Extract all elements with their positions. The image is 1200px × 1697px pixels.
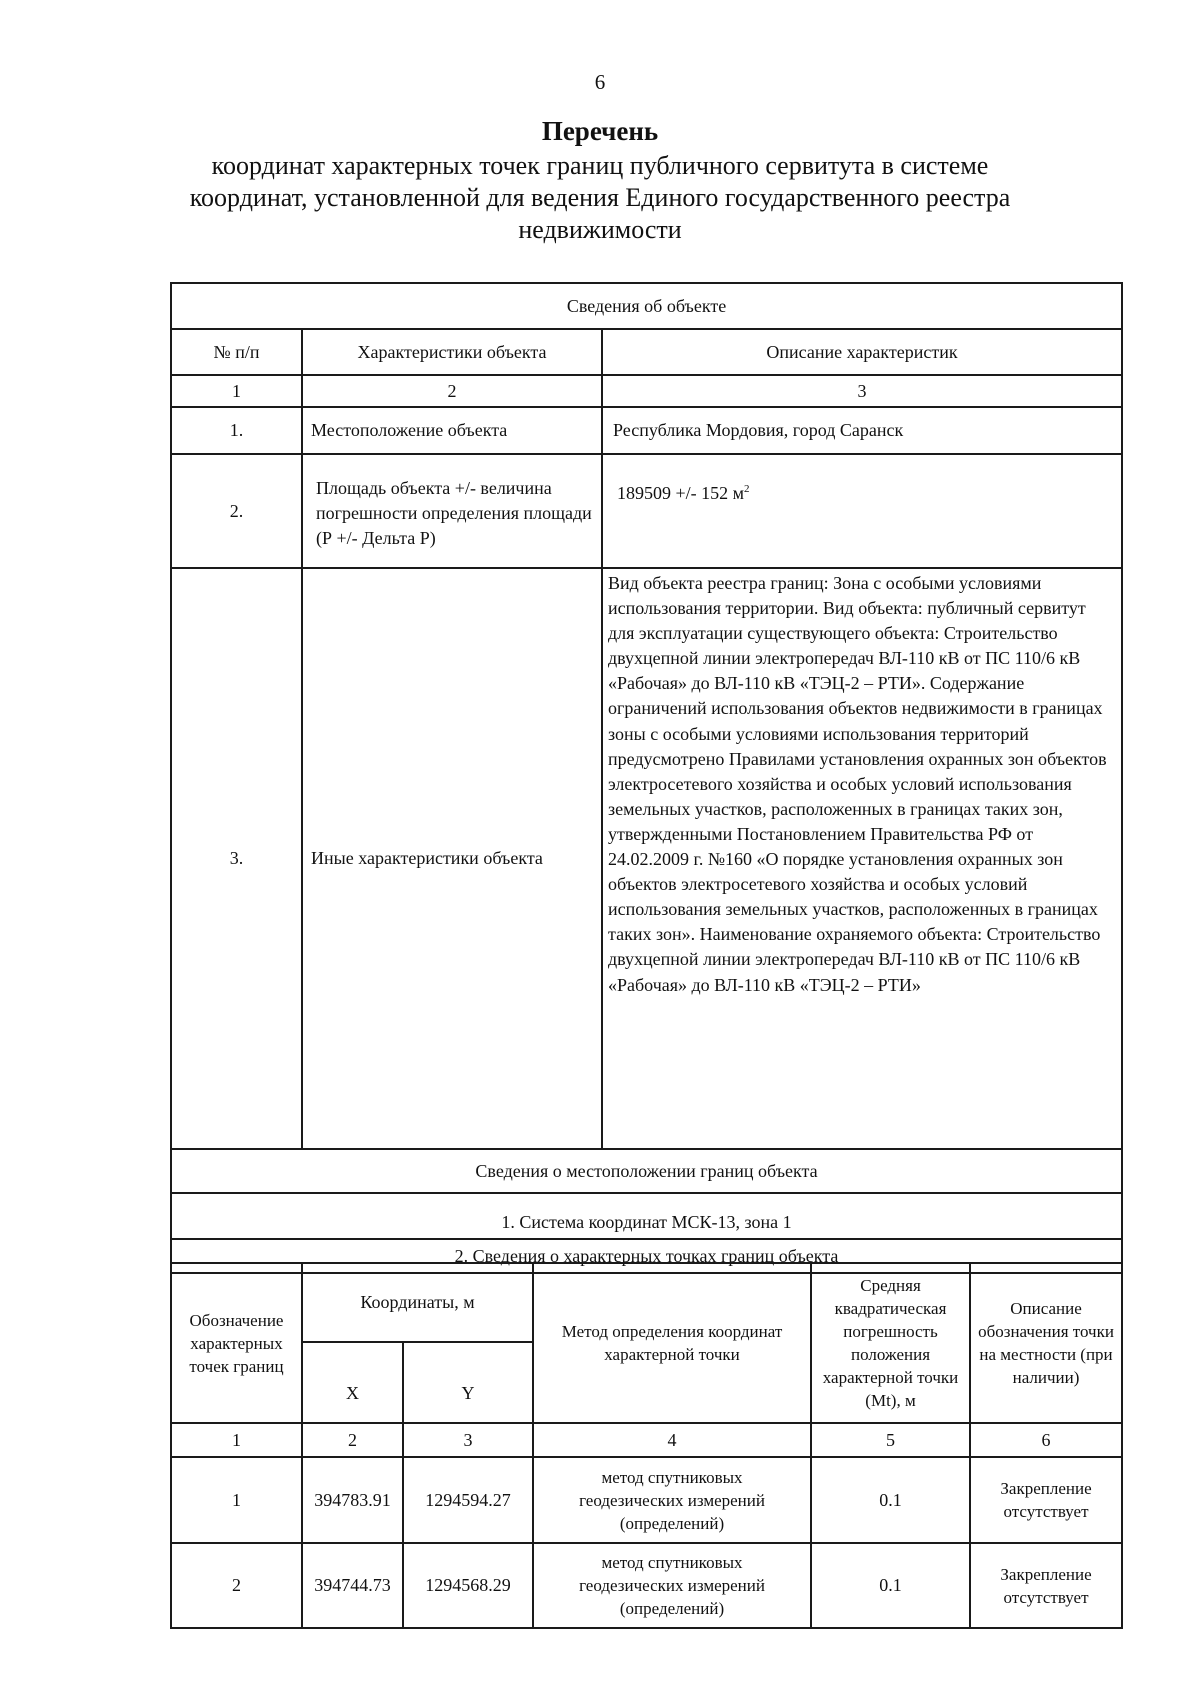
column-number: 1 bbox=[171, 375, 302, 407]
page-number: 6 bbox=[594, 70, 606, 94]
column-header-num: № п/п bbox=[171, 329, 302, 375]
point-y: 1294568.29 bbox=[403, 1543, 533, 1628]
row-number: 2. bbox=[171, 454, 302, 568]
table-row bbox=[171, 1543, 1122, 1628]
document-title: Перечень bbox=[541, 116, 659, 146]
column-number: 4 bbox=[533, 1423, 811, 1457]
point-error: 0.1 bbox=[811, 1543, 970, 1628]
object-info-header: Сведения об объекте bbox=[171, 283, 1122, 329]
column-header-error: Средняя квадратическая погрешность положения характерной точки (Mt), м bbox=[811, 1263, 970, 1423]
column-header-coordinates: Координаты, м bbox=[302, 1263, 533, 1342]
table-row bbox=[171, 454, 1122, 568]
document-subtitle: координат характерных точек границ публичного сервитута в системе координат, установленной для ведения Единого государственного реестра недвижимости bbox=[189, 151, 1011, 244]
area-value: 189509 +/- 152 м bbox=[617, 483, 745, 503]
column-number: 1 bbox=[171, 1423, 302, 1457]
table-row bbox=[171, 407, 1122, 454]
characteristic-value bbox=[602, 454, 1122, 568]
column-number: 2 bbox=[302, 1423, 403, 1457]
column-header-description: Описание характеристик bbox=[602, 329, 1122, 375]
column-header-y: Y bbox=[403, 1342, 533, 1423]
column-number: 3 bbox=[403, 1423, 533, 1457]
table-row bbox=[171, 568, 1122, 1149]
column-header-x: X bbox=[302, 1342, 403, 1423]
point-id: 1 bbox=[171, 1457, 302, 1543]
point-method: метод спутниковых геодезических измерений (определений) bbox=[533, 1457, 811, 1543]
point-description: Закрепление отсутствует bbox=[970, 1457, 1122, 1543]
table-row bbox=[171, 1457, 1122, 1543]
point-x: 394744.73 bbox=[302, 1543, 403, 1628]
characteristic-name: Местоположение объекта bbox=[302, 407, 602, 454]
column-header-characteristic: Характеристики объекта bbox=[302, 329, 602, 375]
column-header-method: Метод определения координат характерной точки bbox=[533, 1263, 811, 1423]
characteristic-name: Иные характеристики объекта bbox=[302, 568, 602, 1149]
row-number: 1. bbox=[171, 407, 302, 454]
column-number: 6 bbox=[970, 1423, 1122, 1457]
column-number: 2 bbox=[302, 375, 602, 407]
point-error: 0.1 bbox=[811, 1457, 970, 1543]
characteristic-value: Вид объекта реестра границ: Зона с особыми условиями использования территории. Вид объекта: публичный сервитут для эксплуатации существующего объекта: Строительство двухцепной линии электропередач ВЛ-110 кВ от ПС 110/6 кВ «Рабочая» до ВЛ-110 кВ «ТЭЦ-2 – РТИ». Содержание ограничений использования объектов недвижимости в границах зоны с особыми условиями использования территорий предусмотрено Правилами установления охранных зон объектов электросетевого хозяйства и особых условий использования земельных участков, расположенных в границах таких зон, утвержденными Постановлением Правительства РФ от 24.02.2009 г. №160 «О порядке установления охранных зон объектов электросетевого хозяйства и особых условий использования земельных участков, расположенных в границах таких зон». Наименование охраняемого объекта: Строительство двухцепной линии электропередач ВЛ-110 кВ от ПС 110/6 кВ «Рабочая» до ВЛ-110 кВ «ТЭЦ-2 – РТИ» bbox=[602, 568, 1122, 1149]
column-header-point-description: Описание обозначения точки на местности (при наличии) bbox=[970, 1263, 1122, 1423]
column-number: 3 bbox=[602, 375, 1122, 407]
point-id: 2 bbox=[171, 1543, 302, 1628]
point-x: 394783.91 bbox=[302, 1457, 403, 1543]
point-method: метод спутниковых геодезических измерений (определений) bbox=[533, 1543, 811, 1628]
coordinate-system: 1. Система координат МСК-13, зона 1 bbox=[171, 1193, 1122, 1239]
area-unit-superscript: 2 bbox=[744, 483, 750, 495]
column-header-designation: Обозначение характерных точек границ bbox=[171, 1263, 302, 1423]
point-y: 1294594.27 bbox=[403, 1457, 533, 1543]
characteristic-value: Республика Мордовия, город Саранск bbox=[602, 407, 1122, 454]
points-header: 2. Сведения о характерных точках границ объекта bbox=[171, 1239, 1122, 1273]
column-number: 5 bbox=[811, 1423, 970, 1457]
location-header: Сведения о местоположении границ объекта bbox=[171, 1149, 1122, 1193]
point-description: Закрепление отсутствует bbox=[970, 1543, 1122, 1628]
object-info-table bbox=[170, 282, 1123, 1274]
characteristic-name: Площадь объекта +/- величина погрешности определения площади (Р +/- Дельта Р) bbox=[302, 454, 602, 568]
row-number: 3. bbox=[171, 568, 302, 1149]
boundary-points-table bbox=[170, 1262, 1123, 1629]
